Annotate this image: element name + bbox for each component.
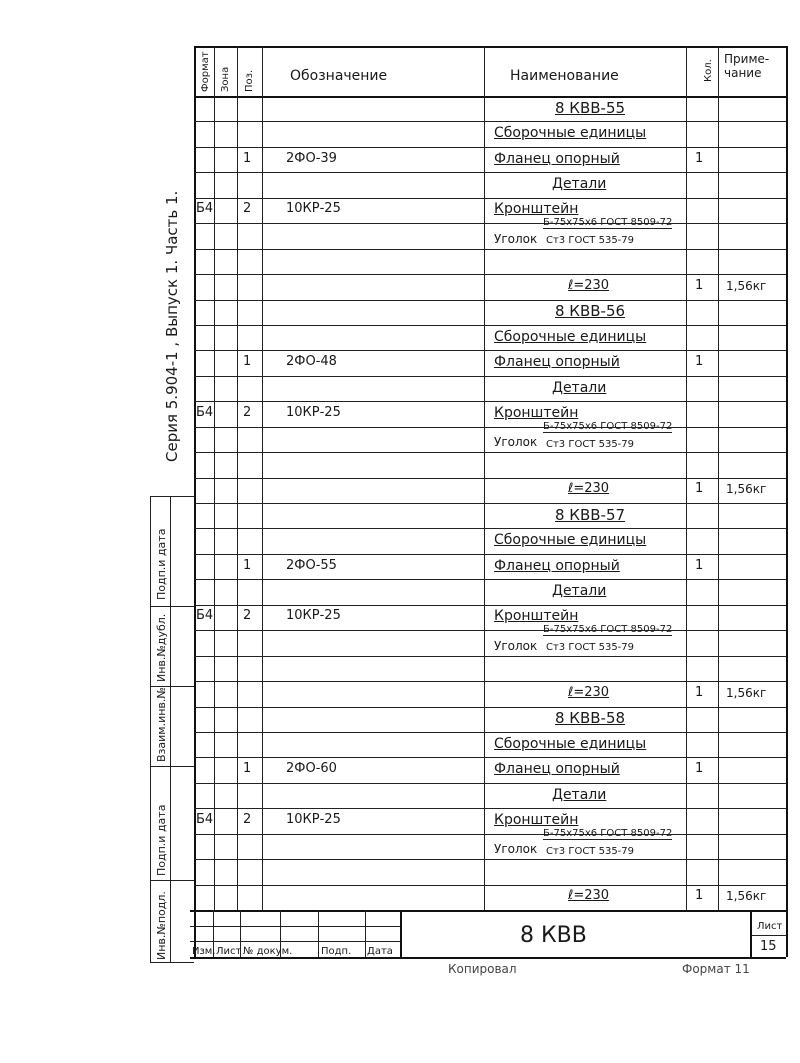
row-position: 1 xyxy=(243,150,252,166)
assembly-title: 8 КВВ-55 xyxy=(555,98,626,117)
row-position: 1 xyxy=(243,354,252,370)
material-grade: Ст3 ГОСТ 535-79 xyxy=(546,642,635,654)
section-heading: Детали xyxy=(552,583,607,600)
stamp-border-mid xyxy=(170,496,171,962)
stamp-label: Подп.и дата xyxy=(155,804,168,876)
section-heading: Сборочные единицы xyxy=(494,125,647,142)
row-format: Б4 xyxy=(196,201,214,217)
section-heading: Сборочные единицы xyxy=(494,328,647,345)
stamp-border-top xyxy=(150,496,194,497)
row-name: Уголок xyxy=(494,842,538,857)
title-block-label: № докум. xyxy=(243,946,293,957)
row-position: 2 xyxy=(243,404,252,420)
header-note: Приме- чание xyxy=(724,52,770,80)
row-length: ℓ=230 xyxy=(568,481,610,497)
row-name: Уголок xyxy=(494,435,538,450)
row-quantity: 1 xyxy=(695,684,704,700)
header-zone: Зона xyxy=(220,66,231,92)
stamp-divider xyxy=(150,606,194,607)
header-designation: Обозначение xyxy=(290,68,388,84)
section-heading: Детали xyxy=(552,786,607,803)
header-qty: Кол. xyxy=(703,59,714,82)
title-block-label: Подп. xyxy=(321,946,352,957)
row-name: Кронштейн xyxy=(494,811,579,828)
doc-code: 8 КВВ xyxy=(520,923,587,948)
material-grade: Ст3 ГОСТ 535-79 xyxy=(546,845,635,857)
stamp-divider xyxy=(150,880,194,881)
row-quantity: 1 xyxy=(695,277,704,293)
section-heading: Детали xyxy=(552,379,607,396)
header-format: Формат xyxy=(200,51,211,92)
row-note: 1,56кг xyxy=(726,889,767,904)
row-quantity: 1 xyxy=(695,888,704,904)
stamp-label: Инв.№дубл. xyxy=(155,613,168,682)
sheet-label: Лист xyxy=(757,921,783,932)
row-designation: 2ФО-39 xyxy=(286,150,337,166)
row-position: 2 xyxy=(243,201,252,217)
stamp-divider xyxy=(150,766,194,767)
stamp-label: Инв.№подл. xyxy=(155,891,168,960)
row-position: 1 xyxy=(243,557,252,573)
row-designation: 10КР-25 xyxy=(286,811,341,827)
copied-by: Копировал xyxy=(448,962,517,976)
row-name: Фланец опорный xyxy=(494,761,620,778)
row-position: 2 xyxy=(243,608,252,624)
row-quantity: 1 xyxy=(695,761,704,777)
row-name: Уголок xyxy=(494,638,538,653)
row-quantity: 1 xyxy=(695,150,704,166)
header-name: Наименование xyxy=(510,68,619,84)
profile-size: Б-75х75х6 ГОСТ 8509-72 xyxy=(543,420,673,432)
row-name: Фланец опорный xyxy=(494,354,620,371)
row-length: ℓ=230 xyxy=(568,888,610,904)
sheet-number: 15 xyxy=(760,939,777,954)
row-note: 1,56кг xyxy=(726,278,767,293)
section-heading: Сборочные единицы xyxy=(494,532,647,549)
section-heading: Сборочные единицы xyxy=(494,735,647,752)
assembly-title: 8 КВВ-57 xyxy=(555,505,626,524)
row-name: Кронштейн xyxy=(494,608,579,625)
row-name: Фланец опорный xyxy=(494,150,620,167)
row-length: ℓ=230 xyxy=(568,684,610,700)
row-name: Кронштейн xyxy=(494,404,579,421)
row-designation: 10КР-25 xyxy=(286,201,341,217)
row-position: 1 xyxy=(243,761,252,777)
assembly-title: 8 КВВ-58 xyxy=(555,709,626,728)
row-name: Кронштейн xyxy=(494,201,579,218)
stamp-label: Взаим.инв.№ xyxy=(155,687,168,762)
material-grade: Ст3 ГОСТ 535-79 xyxy=(546,235,635,247)
row-designation: 2ФО-60 xyxy=(286,761,337,777)
row-quantity: 1 xyxy=(695,481,704,497)
header-pos: Поз. xyxy=(244,69,255,92)
row-format: Б4 xyxy=(196,608,214,624)
profile-size: Б-75х75х6 ГОСТ 8509-72 xyxy=(543,624,673,636)
row-designation: 10КР-25 xyxy=(286,608,341,624)
row-name: Уголок xyxy=(494,231,538,246)
row-designation: 2ФО-48 xyxy=(286,354,337,370)
row-format: Б4 xyxy=(196,811,214,827)
title-block-label: Дата xyxy=(367,946,393,957)
row-position: 2 xyxy=(243,811,252,827)
stamp-divider xyxy=(150,962,194,963)
row-designation: 2ФО-55 xyxy=(286,557,337,573)
row-note: 1,56кг xyxy=(726,685,767,700)
stamp-label: Подп.и дата xyxy=(155,528,168,600)
assembly-title: 8 КВВ-56 xyxy=(555,302,626,321)
title-block-label: Изм. xyxy=(192,946,216,957)
row-length: ℓ=230 xyxy=(568,277,610,293)
format-label: Формат 11 xyxy=(682,962,750,976)
row-note: 1,56кг xyxy=(726,482,767,497)
row-quantity: 1 xyxy=(695,354,704,370)
title-block-label: Лист xyxy=(216,946,242,957)
row-format: Б4 xyxy=(196,404,214,420)
series-label: Серия 5.904-1 , Выпуск 1. Часть 1. xyxy=(163,190,181,462)
row-designation: 10КР-25 xyxy=(286,404,341,420)
section-heading: Детали xyxy=(552,176,607,193)
profile-size: Б-75х75х6 ГОСТ 8509-72 xyxy=(543,217,673,229)
material-grade: Ст3 ГОСТ 535-79 xyxy=(546,438,635,450)
profile-size: Б-75х75х6 ГОСТ 8509-72 xyxy=(543,827,673,839)
stamp-border-left xyxy=(150,496,151,962)
row-name: Фланец опорный xyxy=(494,557,620,574)
row-quantity: 1 xyxy=(695,557,704,573)
